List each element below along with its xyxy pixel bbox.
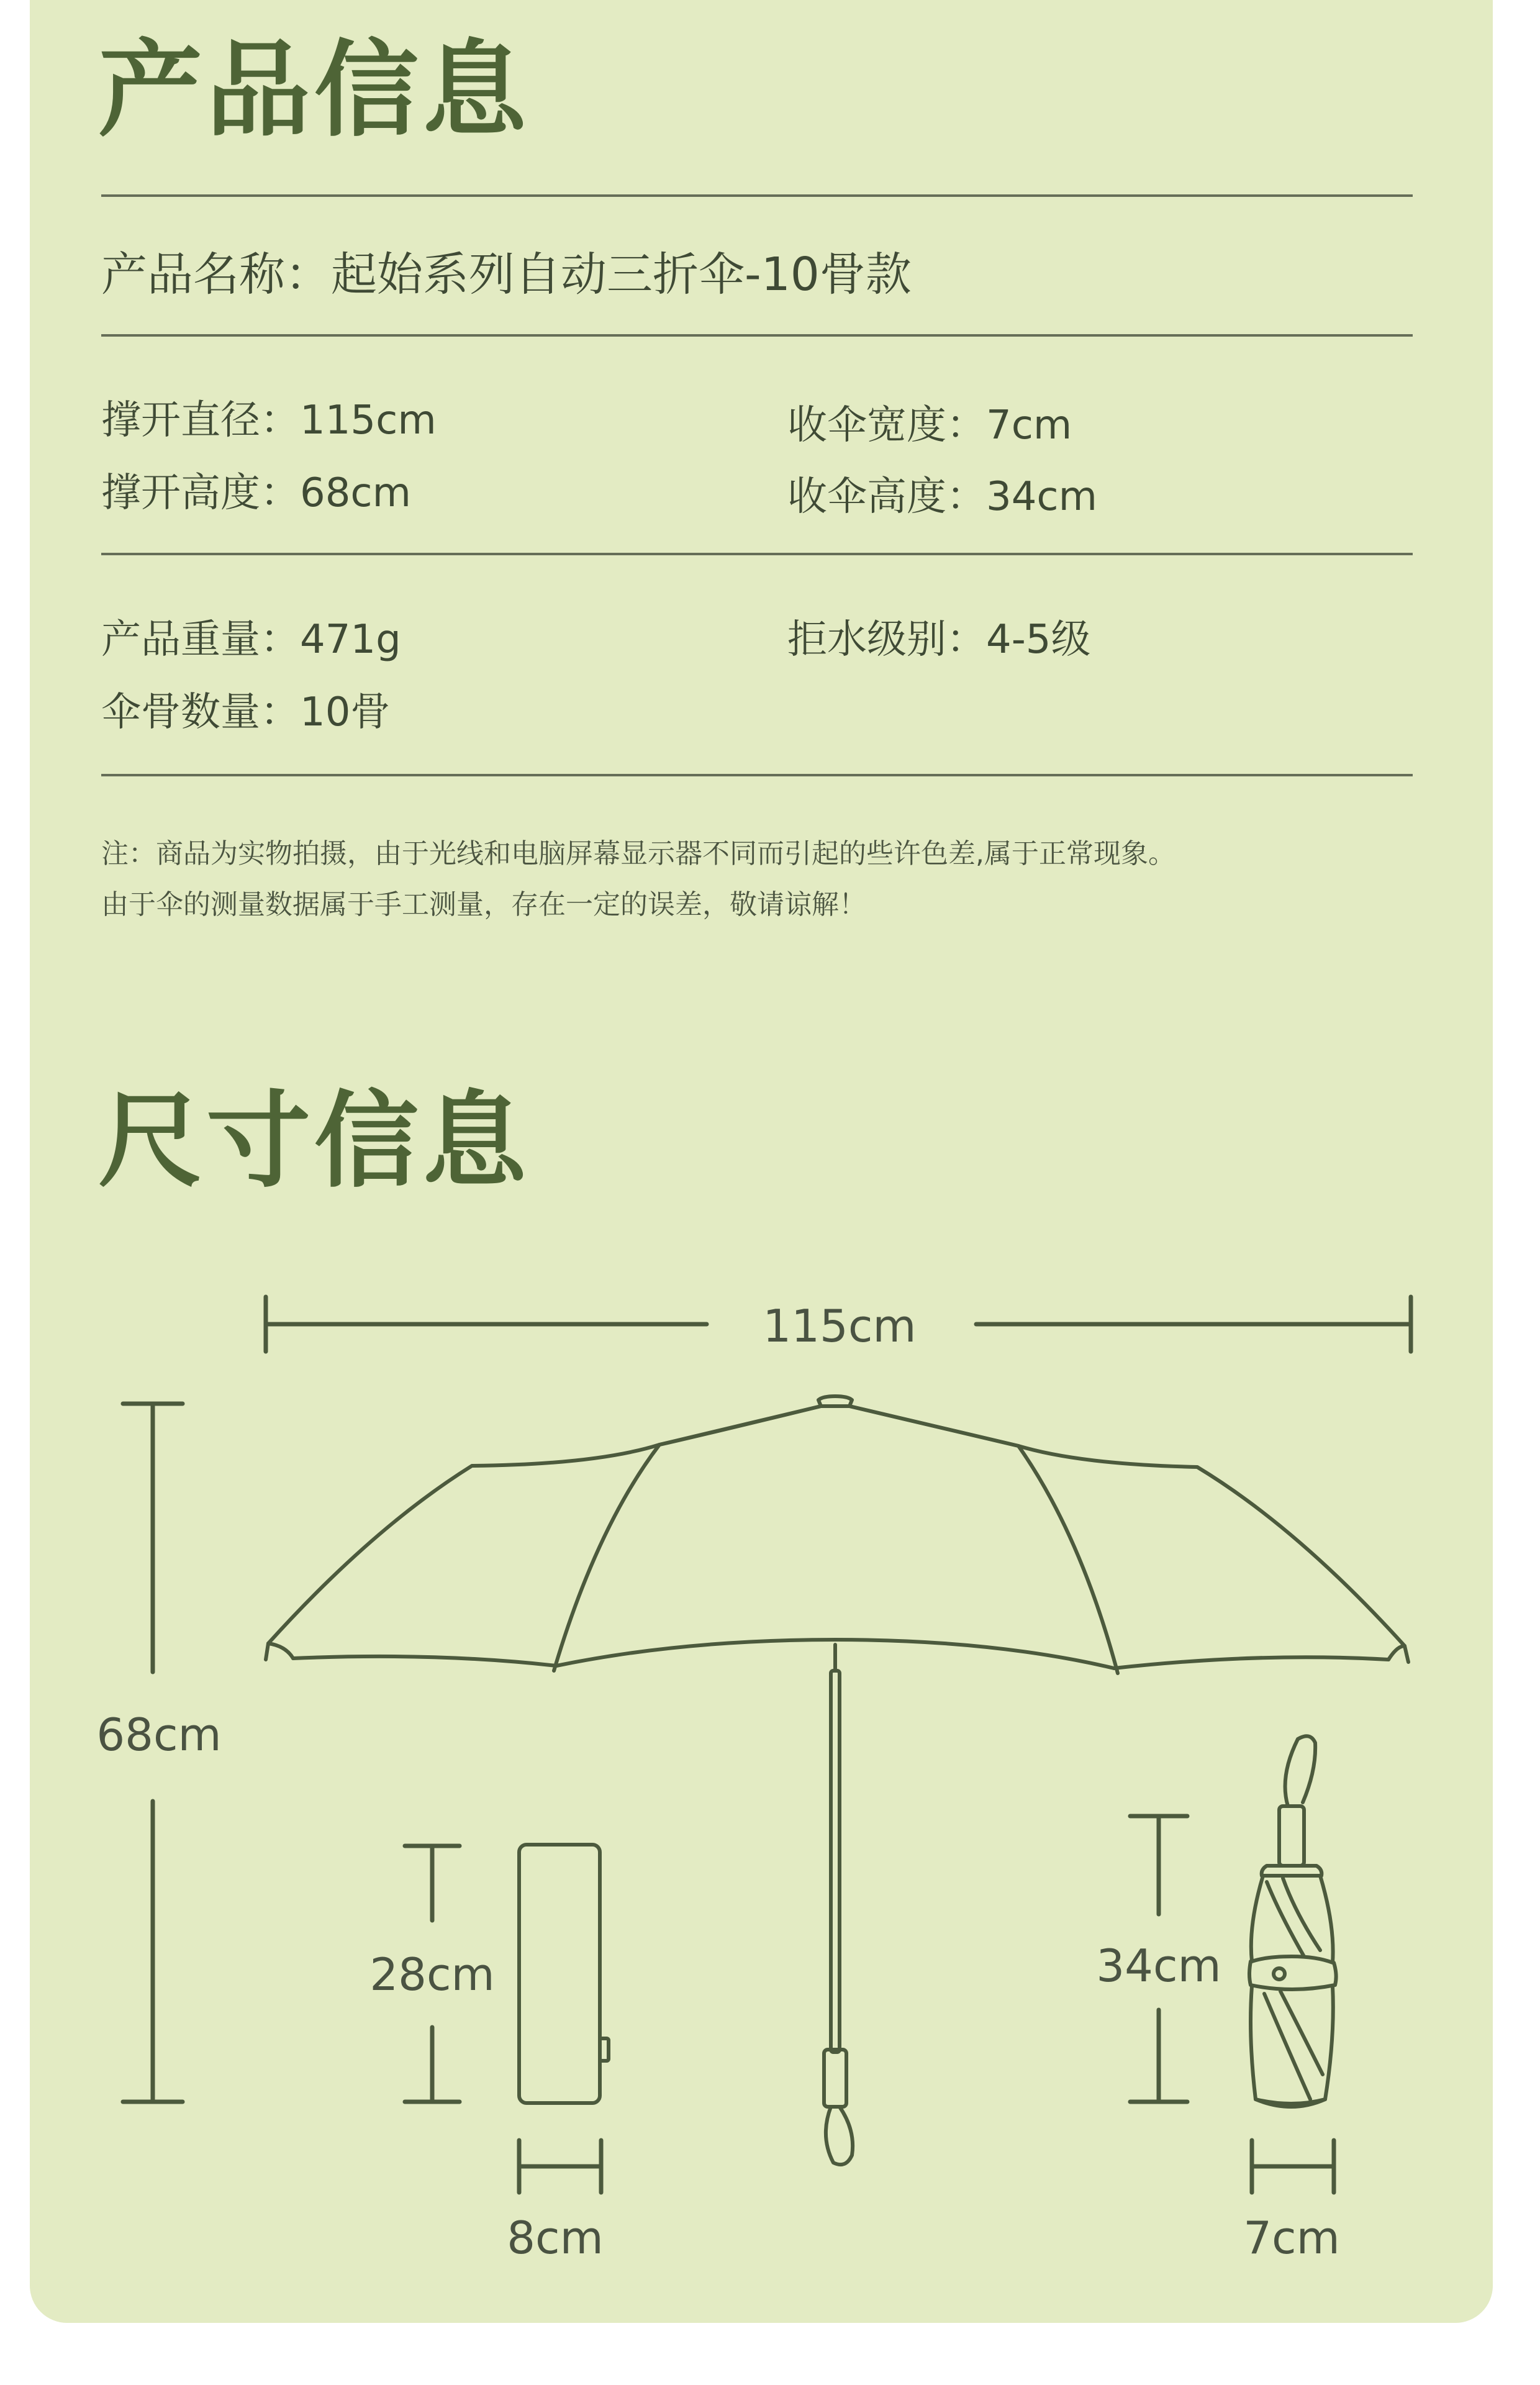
sleeve-drawing [519, 1845, 609, 2103]
size-info-heading: 尺寸信息 [98, 1079, 530, 1202]
height-label: 68cm [96, 1709, 222, 1761]
folded-height-label: 34cm [1096, 1940, 1221, 1992]
product-info-heading: 产品信息 [98, 28, 530, 151]
spec-open-height: 撑开高度：68cm [101, 470, 411, 516]
width-label: 115cm [763, 1300, 917, 1352]
note-line-2: 由于伞的测量数据属于手工测量，存在一定的误差，敬请谅解！ [101, 889, 866, 920]
sleeve-height-label: 28cm [369, 1948, 495, 2001]
spec-folded-width: 收伞宽度：7cm [787, 402, 1072, 448]
product-name: 产品名称：起始系列自动三折伞-10骨款 [101, 248, 912, 301]
sleeve-width-label: 8cm [507, 2212, 604, 2264]
folded-umbrella-drawing [1249, 1736, 1336, 2107]
spec-folded-height: 收伞高度：34cm [787, 474, 1097, 520]
spec-water-repellency: 拒水级别：4-5级 [787, 617, 1091, 663]
folded-width-dimension [1252, 2140, 1334, 2192]
sleeve-width-dimension [519, 2140, 601, 2192]
open-umbrella-drawing [266, 1396, 1408, 2165]
spec-open-diameter: 撑开直径：115cm [101, 398, 437, 443]
folded-width-label: 7cm [1243, 2212, 1340, 2264]
note-line-1: 注：商品为实物拍摄，由于光线和电脑屏幕显示器不同而引起的些许色差,属于正常现象。 [101, 838, 1175, 870]
spec-weight: 产品重量：471g [101, 617, 401, 663]
spec-rib-count: 伞骨数量：10骨 [101, 689, 391, 735]
